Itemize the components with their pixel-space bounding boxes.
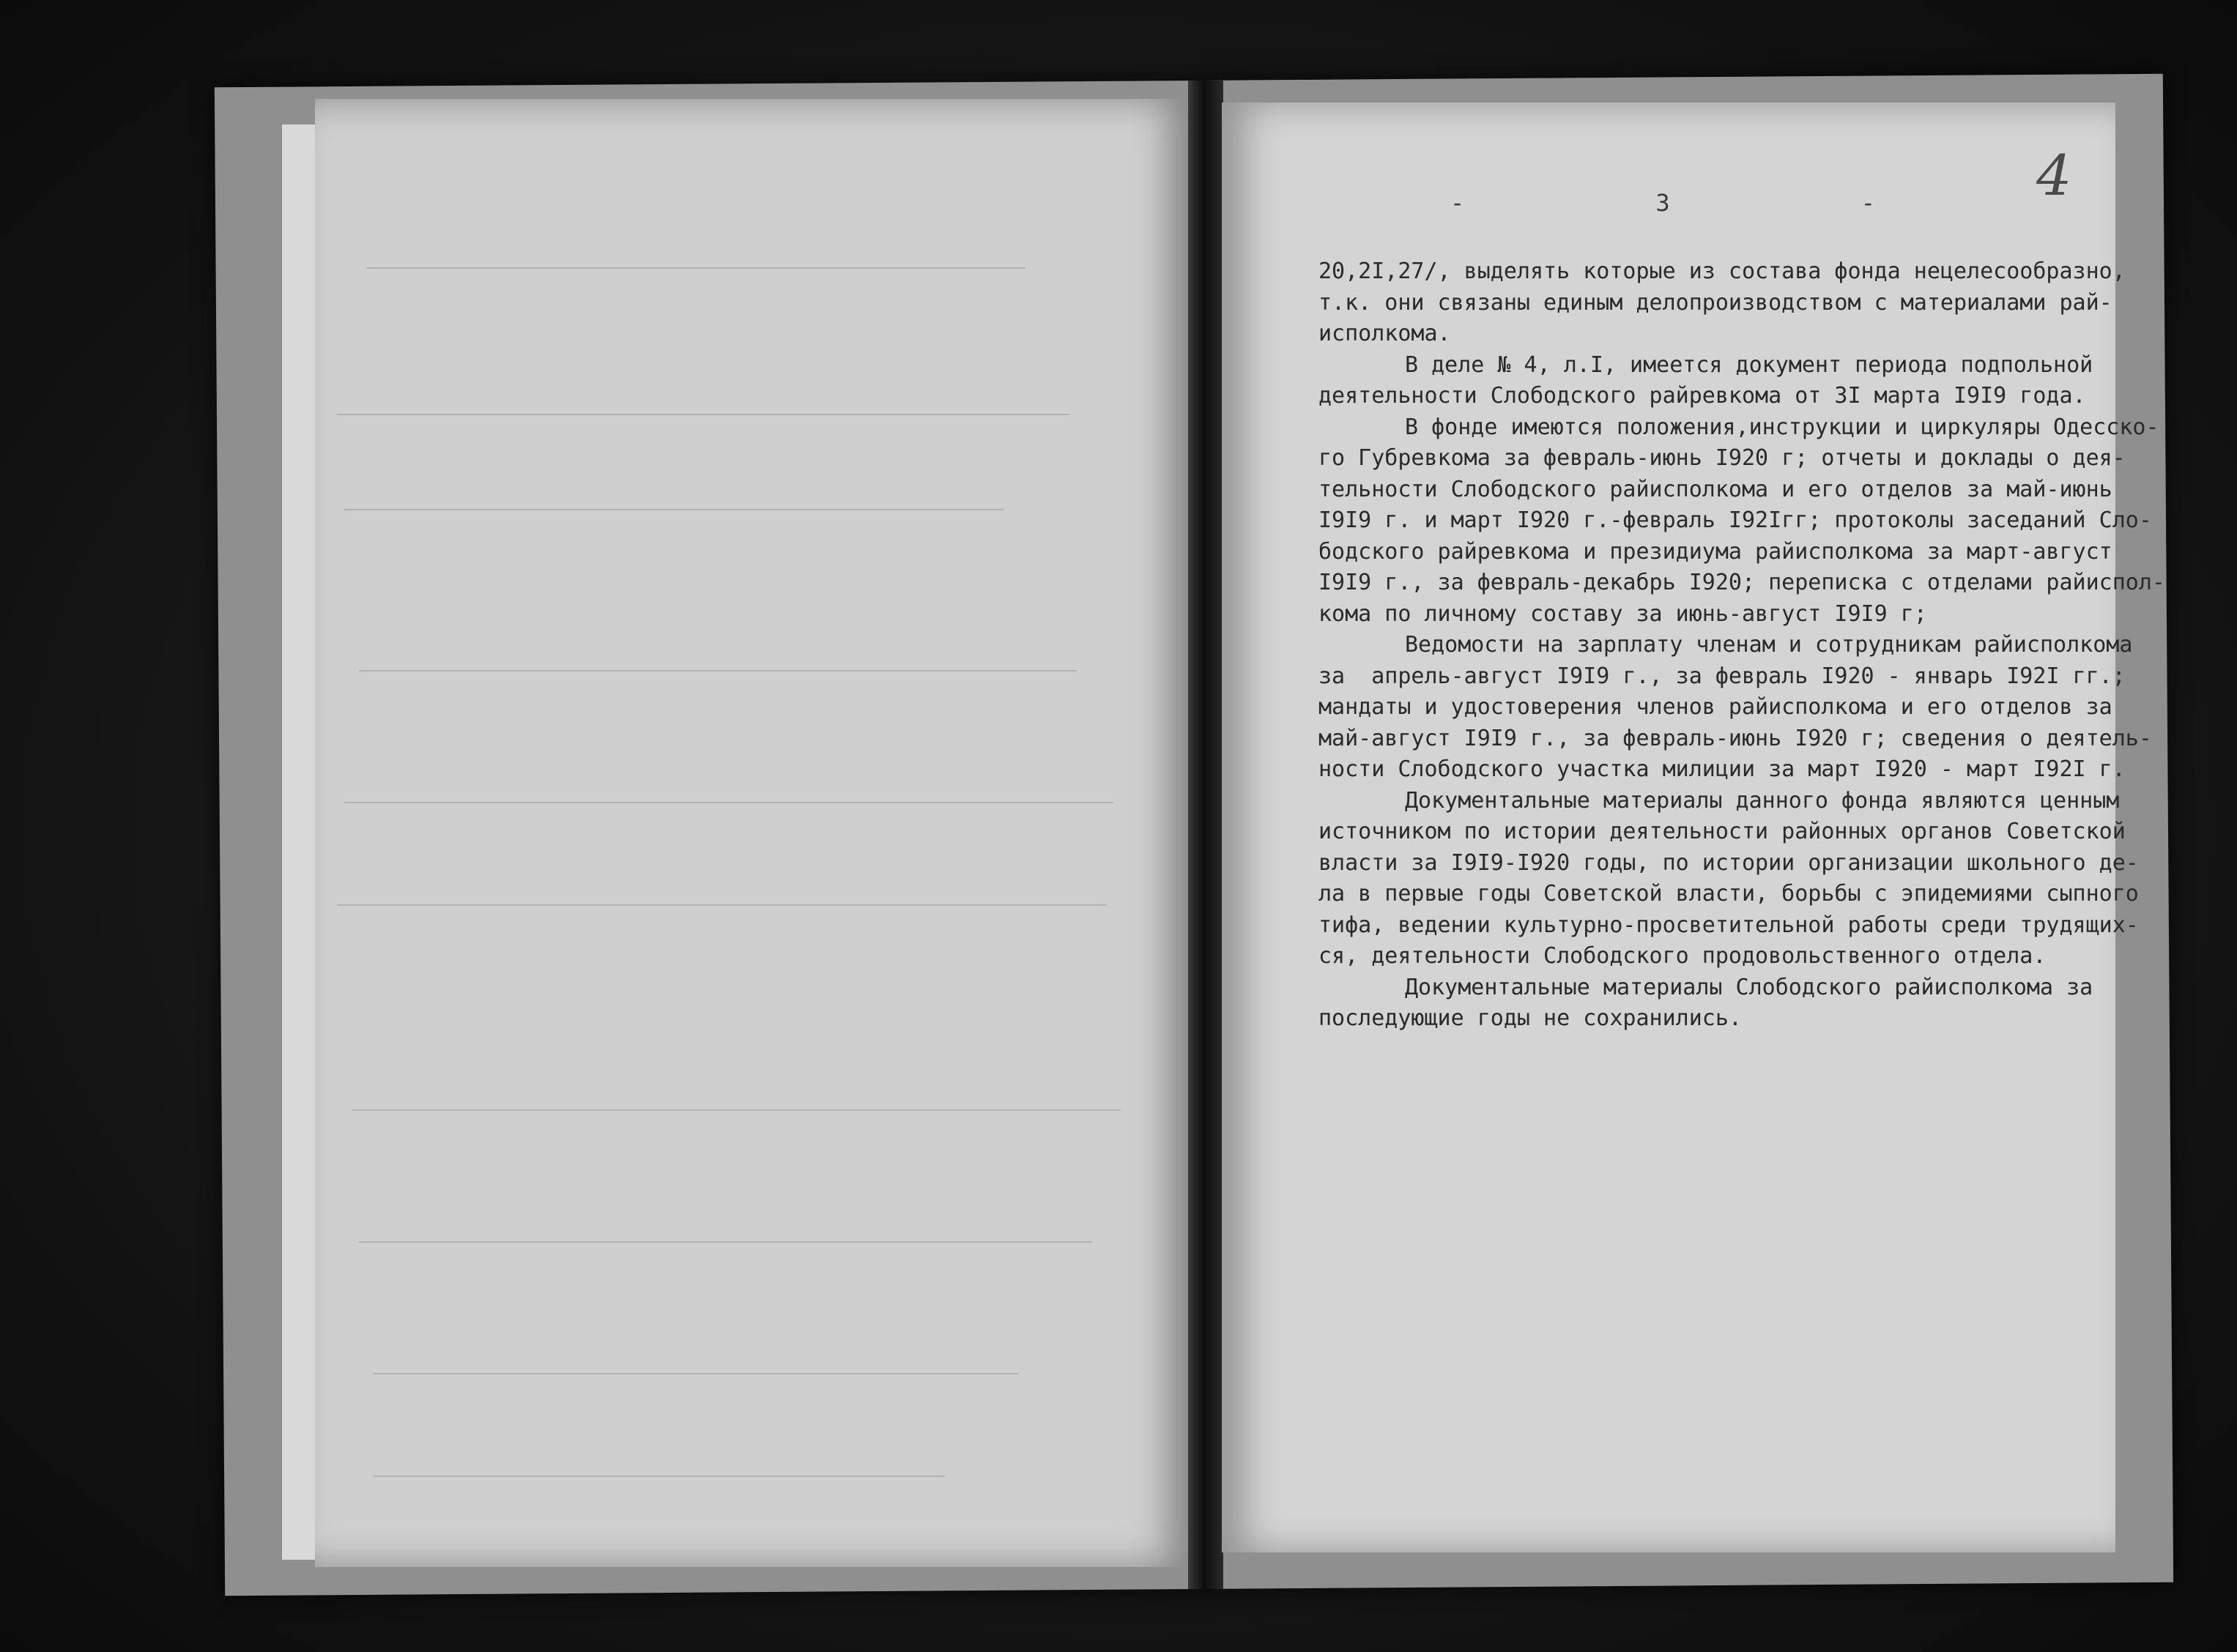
text-line: тифа, ведении культурно-просветительной работы среди трудящих- [1318, 912, 2139, 938]
text-line: май-август I9I9 г., за февраль-июнь I920 г; сведения о деятель- [1318, 725, 2152, 751]
typed-text-block [1318, 256, 2165, 1035]
text-line: Ведомости на зарплату членам и сотрудникам райисполкома [1405, 632, 2133, 658]
page-number [1450, 189, 1875, 217]
book-spine [1188, 81, 1223, 1589]
bleed-through-line [352, 1109, 1121, 1111]
text-line: В деле № 4, л.I, имеется документ периода подпольной [1405, 351, 2093, 378]
bleed-through-line [374, 1476, 945, 1477]
text-line: деятельности Слободского райревкома от 3I марта I9I9 года. [1318, 383, 2086, 409]
page-number-right-dash: - [1861, 189, 1875, 217]
archive-sheet-mark: 4 [2036, 143, 2072, 208]
text-line: В фонде имеются положения,инструкции и циркуляры Одесско- [1405, 414, 2159, 440]
text-line: бодского райревкома и президиума райисполкома за март-август [1318, 538, 2112, 565]
text-line: тельности Слободского райисполкома и его отделов за май-июнь [1318, 476, 2112, 502]
text-line: источником по истории деятельности районных органов Советской [1318, 819, 2126, 844]
left-page-blank [315, 99, 1190, 1567]
bleed-through-line [374, 1373, 1018, 1374]
page-number-left-dash: - [1450, 189, 1465, 217]
text-line: власти за I9I9-I920 годы, по истории организации школьного де- [1318, 849, 2139, 876]
bleed-through-line [344, 509, 1004, 510]
text-line: последующие годы не сохранились. [1318, 1005, 1742, 1031]
text-line: кома по личному составу за июнь-август I9I9 г; [1318, 600, 1927, 627]
bleed-through-line [359, 670, 1077, 671]
text-line: Документальные материалы данного фонда являются ценным [1405, 787, 2120, 814]
text-line: Документальные материалы Слободского райисполкома за [1405, 974, 2093, 1000]
text-line: I9I9 г. и март I920 г.-февраль I92Iгг; протоколы заседаний Сло- [1318, 507, 2152, 533]
page-number-value: 3 [1655, 189, 1670, 217]
bleed-through-line [344, 802, 1113, 803]
text-line: т.к. они связаны единым делопроизводством с материалами рай- [1318, 289, 2112, 316]
text-line: го Губревкома за февраль-июнь I920 г; отчеты и доклады о дея- [1318, 445, 2126, 471]
text-line: исполкома. [1318, 321, 1451, 346]
text-line: мандаты и удостоверения членов райисполкома и его отделов за [1318, 694, 2112, 720]
text-line: I9I9 г., за февраль-декабрь I920; переписка с отделами райиспол- [1318, 570, 2165, 595]
text-line: ла в первые годы Советской власти, борьбы с эпидемиями сыпного [1318, 881, 2139, 907]
text-line: за апрель-август I9I9 г., за февраль I920 - январь I92I гг.; [1318, 663, 2126, 689]
text-line: ся, деятельности Слободского продовольственного отдела. [1318, 943, 2047, 969]
bleed-through-line [359, 1241, 1091, 1243]
bleed-through-line [337, 414, 1069, 415]
text-line: ности Слободского участка милиции за март I920 - март I92I г. [1318, 756, 2126, 782]
bleed-through-line [366, 267, 1025, 269]
text-line: 20,2I,27/, выделять которые из состава фонда нецелесообразно, [1318, 258, 2126, 284]
bleed-through-line [337, 904, 1106, 906]
